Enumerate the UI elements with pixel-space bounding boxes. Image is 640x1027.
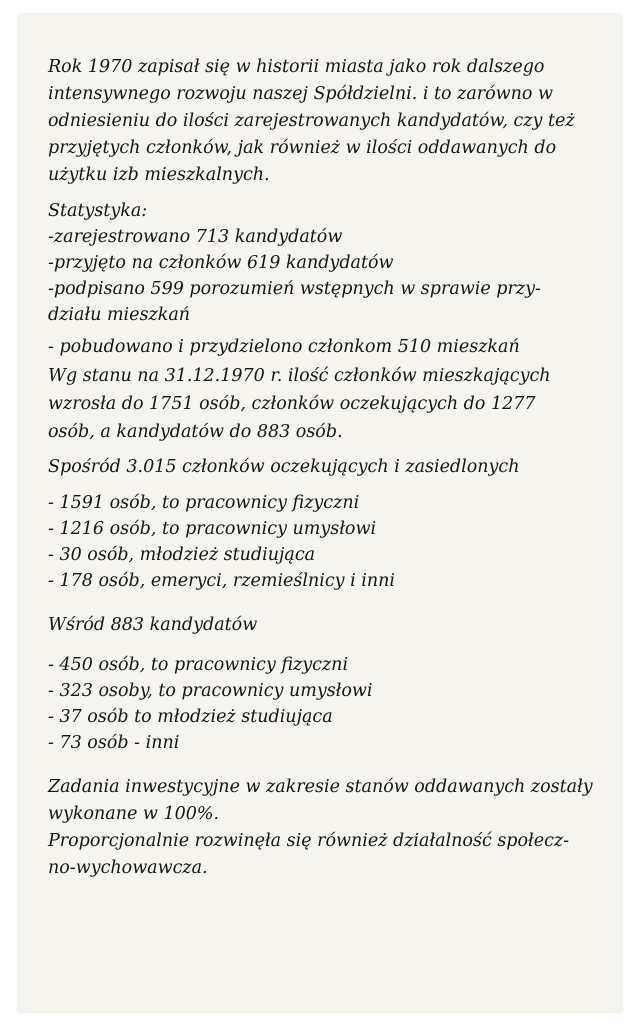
- closing-line: no-wychowawcza.: [48, 858, 208, 878]
- closing-line: Proporcjonalnie rozwinęła się również działalność społecz-: [48, 831, 570, 851]
- stats-item: działu mieszkań: [48, 305, 191, 325]
- stats-section: [48, 198, 608, 360]
- candidates-item: - 73 osób - inni: [48, 733, 180, 753]
- closing-paragraph: [48, 774, 608, 882]
- intro-line: użytku izb mieszkalnych.: [48, 165, 270, 185]
- members-heading: Spośród 3.015 członków oczekujących i zasiedlonych: [48, 457, 520, 477]
- members-section: [48, 454, 608, 594]
- document-page: [18, 14, 622, 1012]
- candidates-item: - 450 osób, to pracownicy fizyczni: [48, 655, 349, 675]
- closing-line: Zadania inwestycyjne w zakresie stanów oddawanych zostały: [48, 777, 593, 797]
- candidates-heading: Wśród 883 kandydatów: [48, 615, 258, 635]
- stats-item: -podpisano 599 porozumień wstępnych w sprawie przy-: [48, 279, 541, 299]
- intro-line: przyjętych członków, jak również w ilości oddawanych do: [48, 138, 557, 158]
- state-line: osób, a kandydatów do 883 osób.: [48, 422, 343, 442]
- members-item: - 178 osób, emeryci, rzemieślnicy i inni: [48, 571, 395, 591]
- intro-line: Rok 1970 zapisał się w historii miasta jako rok dalszego: [48, 57, 545, 77]
- candidates-section: [48, 612, 608, 756]
- members-item: - 30 osób, młodzież studiująca: [48, 545, 316, 565]
- intro-line: intensywnego rozwoju naszej Spółdzielni. i to zarówno w: [48, 84, 553, 104]
- stats-item: -przyjęto na członków 619 kandydatów: [48, 253, 394, 273]
- members-item: - 1216 osób, to pracownicy umysłowi: [48, 519, 377, 539]
- candidates-item: - 37 osób to młodzież studiująca: [48, 707, 333, 727]
- state-line: wzrosła do 1751 osób, członków oczekujących do 1277: [48, 394, 536, 414]
- candidates-item: - 323 osoby, to pracownicy umysłowi: [48, 681, 373, 701]
- stats-item: -zarejestrowano 713 kandydatów: [48, 227, 343, 247]
- stats-item: - pobudowano i przydzielono członkom 510 mieszkań: [48, 337, 520, 357]
- state-paragraph: [48, 362, 608, 446]
- members-item: - 1591 osób, to pracownicy fizyczni: [48, 493, 360, 513]
- closing-line: wykonane w 100%.: [48, 804, 220, 824]
- intro-line: odniesieniu do ilości zarejestrowanych kandydatów, czy też: [48, 111, 575, 131]
- stats-heading: Statystyka:: [48, 201, 148, 221]
- intro-paragraph: [48, 54, 608, 189]
- state-line: Wg stanu na 31.12.1970 r. ilość członków mieszkających: [48, 366, 551, 386]
